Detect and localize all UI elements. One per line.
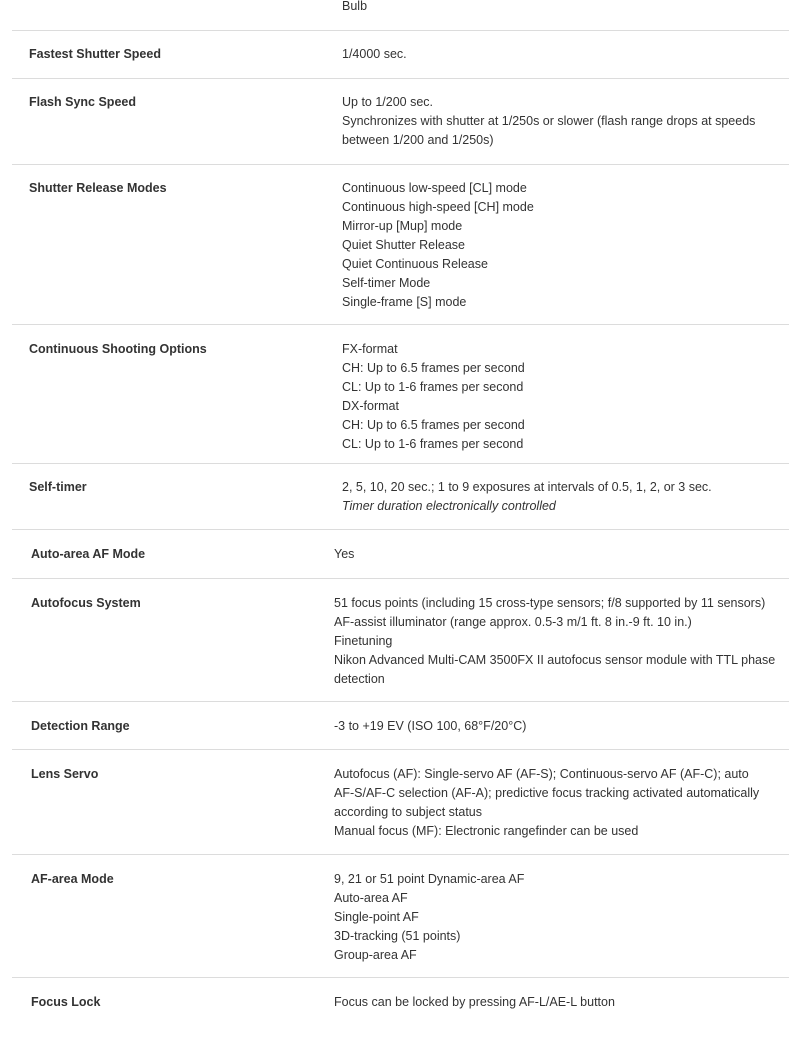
spec-value: Quiet Shutter Release [342, 238, 465, 252]
spec-values [334, 870, 782, 965]
spec-value: Auto-area AF [334, 891, 408, 905]
spec-values [342, 93, 782, 150]
spec-note: Timer duration electronically controlled [342, 499, 556, 513]
spec-value: Focus can be locked by pressing AF-L/AE-L button [334, 995, 615, 1009]
spec-value: 3D-tracking (51 points) [334, 929, 461, 943]
spec-label: Shutter Release Modes [29, 181, 167, 195]
spec-value: Finetuning [334, 634, 393, 648]
spec-value: DX-format [342, 399, 399, 413]
spec-label: Detection Range [31, 719, 130, 733]
spec-row-flash-sync-speed [12, 79, 789, 165]
spec-value: CH: Up to 6.5 frames per second [342, 361, 525, 375]
spec-value: Bulb [342, 0, 368, 13]
spec-value: CL: Up to 1-6 frames per second [342, 437, 524, 451]
spec-value: Group-area AF [334, 948, 417, 962]
spec-row-fastest-shutter-speed [12, 31, 789, 79]
spec-row-self-timer [12, 464, 789, 530]
spec-value: Continuous high-speed [CH] mode [342, 200, 534, 214]
spec-label: Autofocus System [31, 596, 141, 610]
spec-values [342, 340, 782, 454]
spec-value: Single-frame [S] mode [342, 295, 467, 309]
spec-label: Lens Servo [31, 767, 99, 781]
spec-value: Quiet Continuous Release [342, 257, 488, 271]
spec-value: Single-point AF [334, 910, 419, 924]
spec-value: AF-assist illuminator (range approx. 0.5-3 m/1 ft. 8 in.-9 ft. 10 in.) [334, 615, 692, 629]
spec-values [342, 478, 782, 516]
spec-value: 2, 5, 10, 20 sec.; 1 to 9 exposures at intervals of 0.5, 1, 2, or 3 sec. [342, 480, 712, 494]
spec-row-af-area-mode [12, 855, 789, 978]
spec-value: Mirror-up [Mup] mode [342, 219, 463, 233]
spec-value: 51 focus points (including 15 cross-type sensors; f/8 supported by 11 sensors) [334, 596, 766, 610]
spec-row-autofocus-system [12, 579, 789, 702]
spec-values [342, 179, 782, 312]
spec-value: Yes [334, 547, 355, 561]
spec-value: CH: Up to 6.5 frames per second [342, 418, 525, 432]
spec-label: Self-timer [29, 480, 87, 494]
spec-row-continuous-shooting-options [12, 325, 789, 464]
spec-row-lens-servo [12, 750, 789, 855]
spec-label: AF-area Mode [31, 872, 114, 886]
spec-row-bulb [12, 0, 789, 31]
spec-values [334, 594, 782, 689]
spec-row-auto-area-af-mode [12, 530, 789, 579]
spec-value: Synchronizes with shutter at 1/250s or slower (flash range drops at speeds between 1/200 and 1/250s) [342, 114, 756, 147]
spec-label: Auto-area AF Mode [31, 547, 146, 561]
spec-label: Flash Sync Speed [29, 95, 136, 109]
spec-values [334, 717, 782, 736]
spec-value: Autofocus (AF): Single-servo AF (AF-S); Continuous-servo AF (AF-C); auto AF-S/AF-C selection (AF-A); predictive focus tracking activated automatically according to subject status [334, 767, 760, 819]
spec-value: 1/4000 sec. [342, 47, 407, 61]
spec-values [342, 0, 782, 16]
spec-label: Fastest Shutter Speed [29, 47, 161, 61]
spec-value: Self-timer Mode [342, 276, 431, 290]
spec-value: Up to 1/200 sec. [342, 95, 434, 109]
spec-values [342, 45, 782, 64]
spec-label: Focus Lock [31, 995, 101, 1009]
spec-value: Nikon Advanced Multi-CAM 3500FX II autofocus sensor module with TTL phase detection [334, 653, 776, 686]
spec-value: CL: Up to 1-6 frames per second [342, 380, 524, 394]
spec-value: -3 to +19 EV (ISO 100, 68°F/20°C) [334, 719, 527, 733]
spec-row-shutter-release-modes [12, 165, 789, 325]
spec-value: FX-format [342, 342, 398, 356]
spec-values [334, 993, 782, 1012]
spec-row-focus-lock [12, 978, 789, 1038]
spec-value: Continuous low-speed [CL] mode [342, 181, 527, 195]
spec-label: Continuous Shooting Options [29, 342, 207, 356]
spec-values [334, 765, 764, 841]
spec-row-detection-range [12, 702, 789, 750]
spec-value: Manual focus (MF): Electronic rangefinder can be used [334, 824, 639, 838]
spec-value: 9, 21 or 51 point Dynamic-area AF [334, 872, 525, 886]
spec-values [334, 545, 782, 564]
